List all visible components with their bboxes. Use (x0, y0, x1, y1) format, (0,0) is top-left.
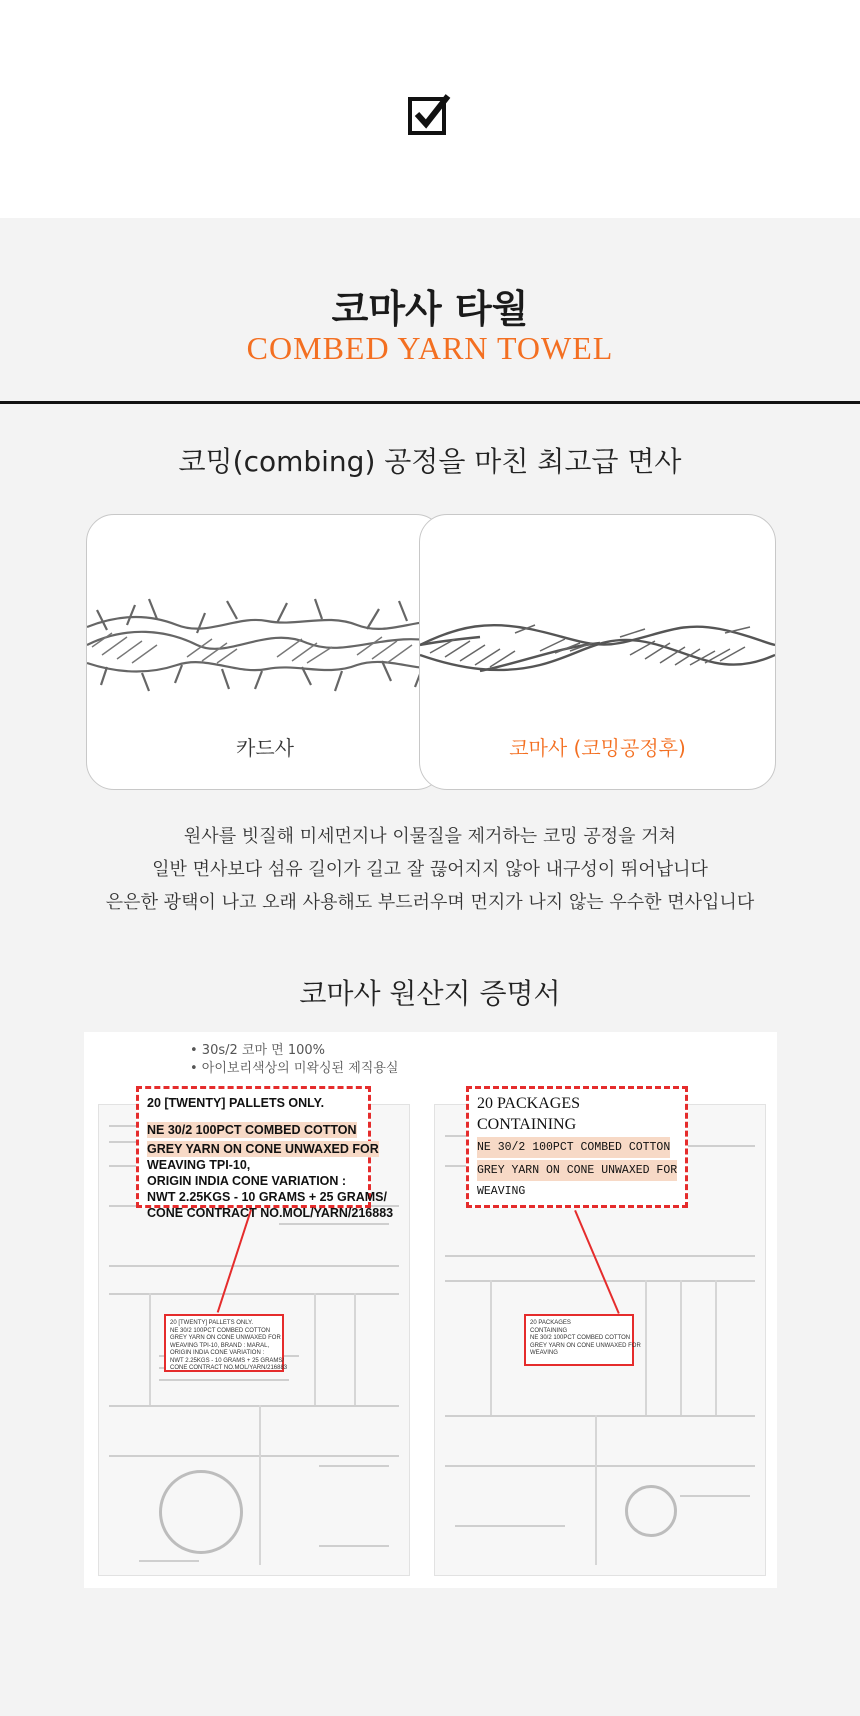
description-line: 은은한 광택이 나고 오래 사용해도 부드러우며 먼지가 나지 않는 우수한 면사입니다 (105, 892, 755, 913)
rough-yarn-illustration (87, 585, 443, 695)
zoom-line: WEAVING TPI-10, (147, 1158, 251, 1172)
checkbox-checked-icon (407, 92, 451, 136)
mini-line: 20 PACKAGES (530, 1320, 571, 1326)
mini-line: CONTAINING (530, 1327, 568, 1334)
zoom-line: NE 30/2 100PCT COMBED COTTON (477, 1137, 670, 1158)
page-title: 코마사 타월 (331, 287, 529, 331)
description-line: 일반 면사보다 섬유 길이가 길고 잘 끊어지지 않아 내구성이 뛰어납니다 (152, 859, 708, 880)
zoom-line: GREY YARN ON CONE UNWAXED FOR (477, 1160, 677, 1181)
carded-yarn-label: 카드사 (236, 736, 294, 760)
bullet-item: • 30s/2 코마 면 100% (190, 1043, 326, 1058)
mini-line: GREY YARN ON CONE UNWAXED FOR (530, 1342, 641, 1349)
certificate-title: 코마사 원산지 증명서 (299, 977, 561, 1010)
combed-yarn-label: 코마사 (코밍공정후) (509, 736, 686, 760)
zoom-line: CONTAINING (477, 1116, 577, 1133)
mini-line: NE 30/2 100PCT COMBED COTTON (530, 1335, 631, 1341)
mini-line: WEAVING (530, 1350, 558, 1356)
zoom-line: NWT 2.25KGS - 10 GRAMS + 25 GRAMS/ (147, 1190, 387, 1204)
combed-yarn-card (419, 514, 776, 790)
mini-line: GREY YARN ON CONE UNWAXED FOR (170, 1335, 281, 1341)
page-title-english: COMBED YARN TOWEL (246, 330, 614, 366)
mini-line: WEAVING TPI-10, BRAND : MARAL, (170, 1342, 270, 1349)
zoom-line: ORIGIN INDIA CONE VARIATION : (147, 1174, 347, 1188)
zoom-line: 20 [TWENTY] PALLETS ONLY. (147, 1096, 325, 1110)
mini-line: ORIGIN INDIA CONE VARIATION : (170, 1350, 265, 1356)
left-zoom-callout (136, 1086, 394, 1220)
carded-yarn-card (86, 514, 444, 790)
bullet-item: • 아이보리색상의 미왁싱된 제직용실 (190, 1061, 399, 1076)
zoom-line (147, 1111, 360, 1119)
smooth-yarn-illustration (420, 585, 775, 695)
zoom-line: 20 PACKAGES (477, 1095, 580, 1112)
top-section (0, 0, 860, 218)
zoom-line: GREY YARN ON CONE UNWAXED FOR (147, 1142, 379, 1156)
mini-line: CONE CONTRACT NO.MOL/YARN/216883 (170, 1365, 288, 1371)
description-line: 원사를 빗질해 미세먼지나 이물질을 제거하는 코밍 공정을 거쳐 (183, 826, 677, 847)
certificate-bullets (190, 1042, 398, 1078)
left-detail-box (164, 1314, 288, 1372)
zoom-line: CONE CONTRACT NO.MOL/YARN/216883 (147, 1206, 394, 1220)
zoom-line: WEAVING (477, 1185, 526, 1198)
zoom-line: NE 30/2 100PCT COMBED COTTON (147, 1123, 357, 1137)
certificate-image (84, 1032, 777, 1588)
mini-line: NWT 2.25KGS - 10 GRAMS + 25 GRAMS/ (170, 1357, 285, 1364)
combing-description (0, 820, 860, 919)
mini-line: NE 30/2 100PCT COMBED COTTON (170, 1327, 271, 1334)
right-detail-box (524, 1314, 641, 1366)
mini-line: 20 [TWENTY] PALLETS ONLY. (170, 1320, 254, 1326)
right-zoom-callout (466, 1086, 688, 1208)
section-divider (0, 401, 860, 404)
combing-subtitle: 코밍(combing) 공정을 마친 최고급 면사 (178, 445, 682, 478)
